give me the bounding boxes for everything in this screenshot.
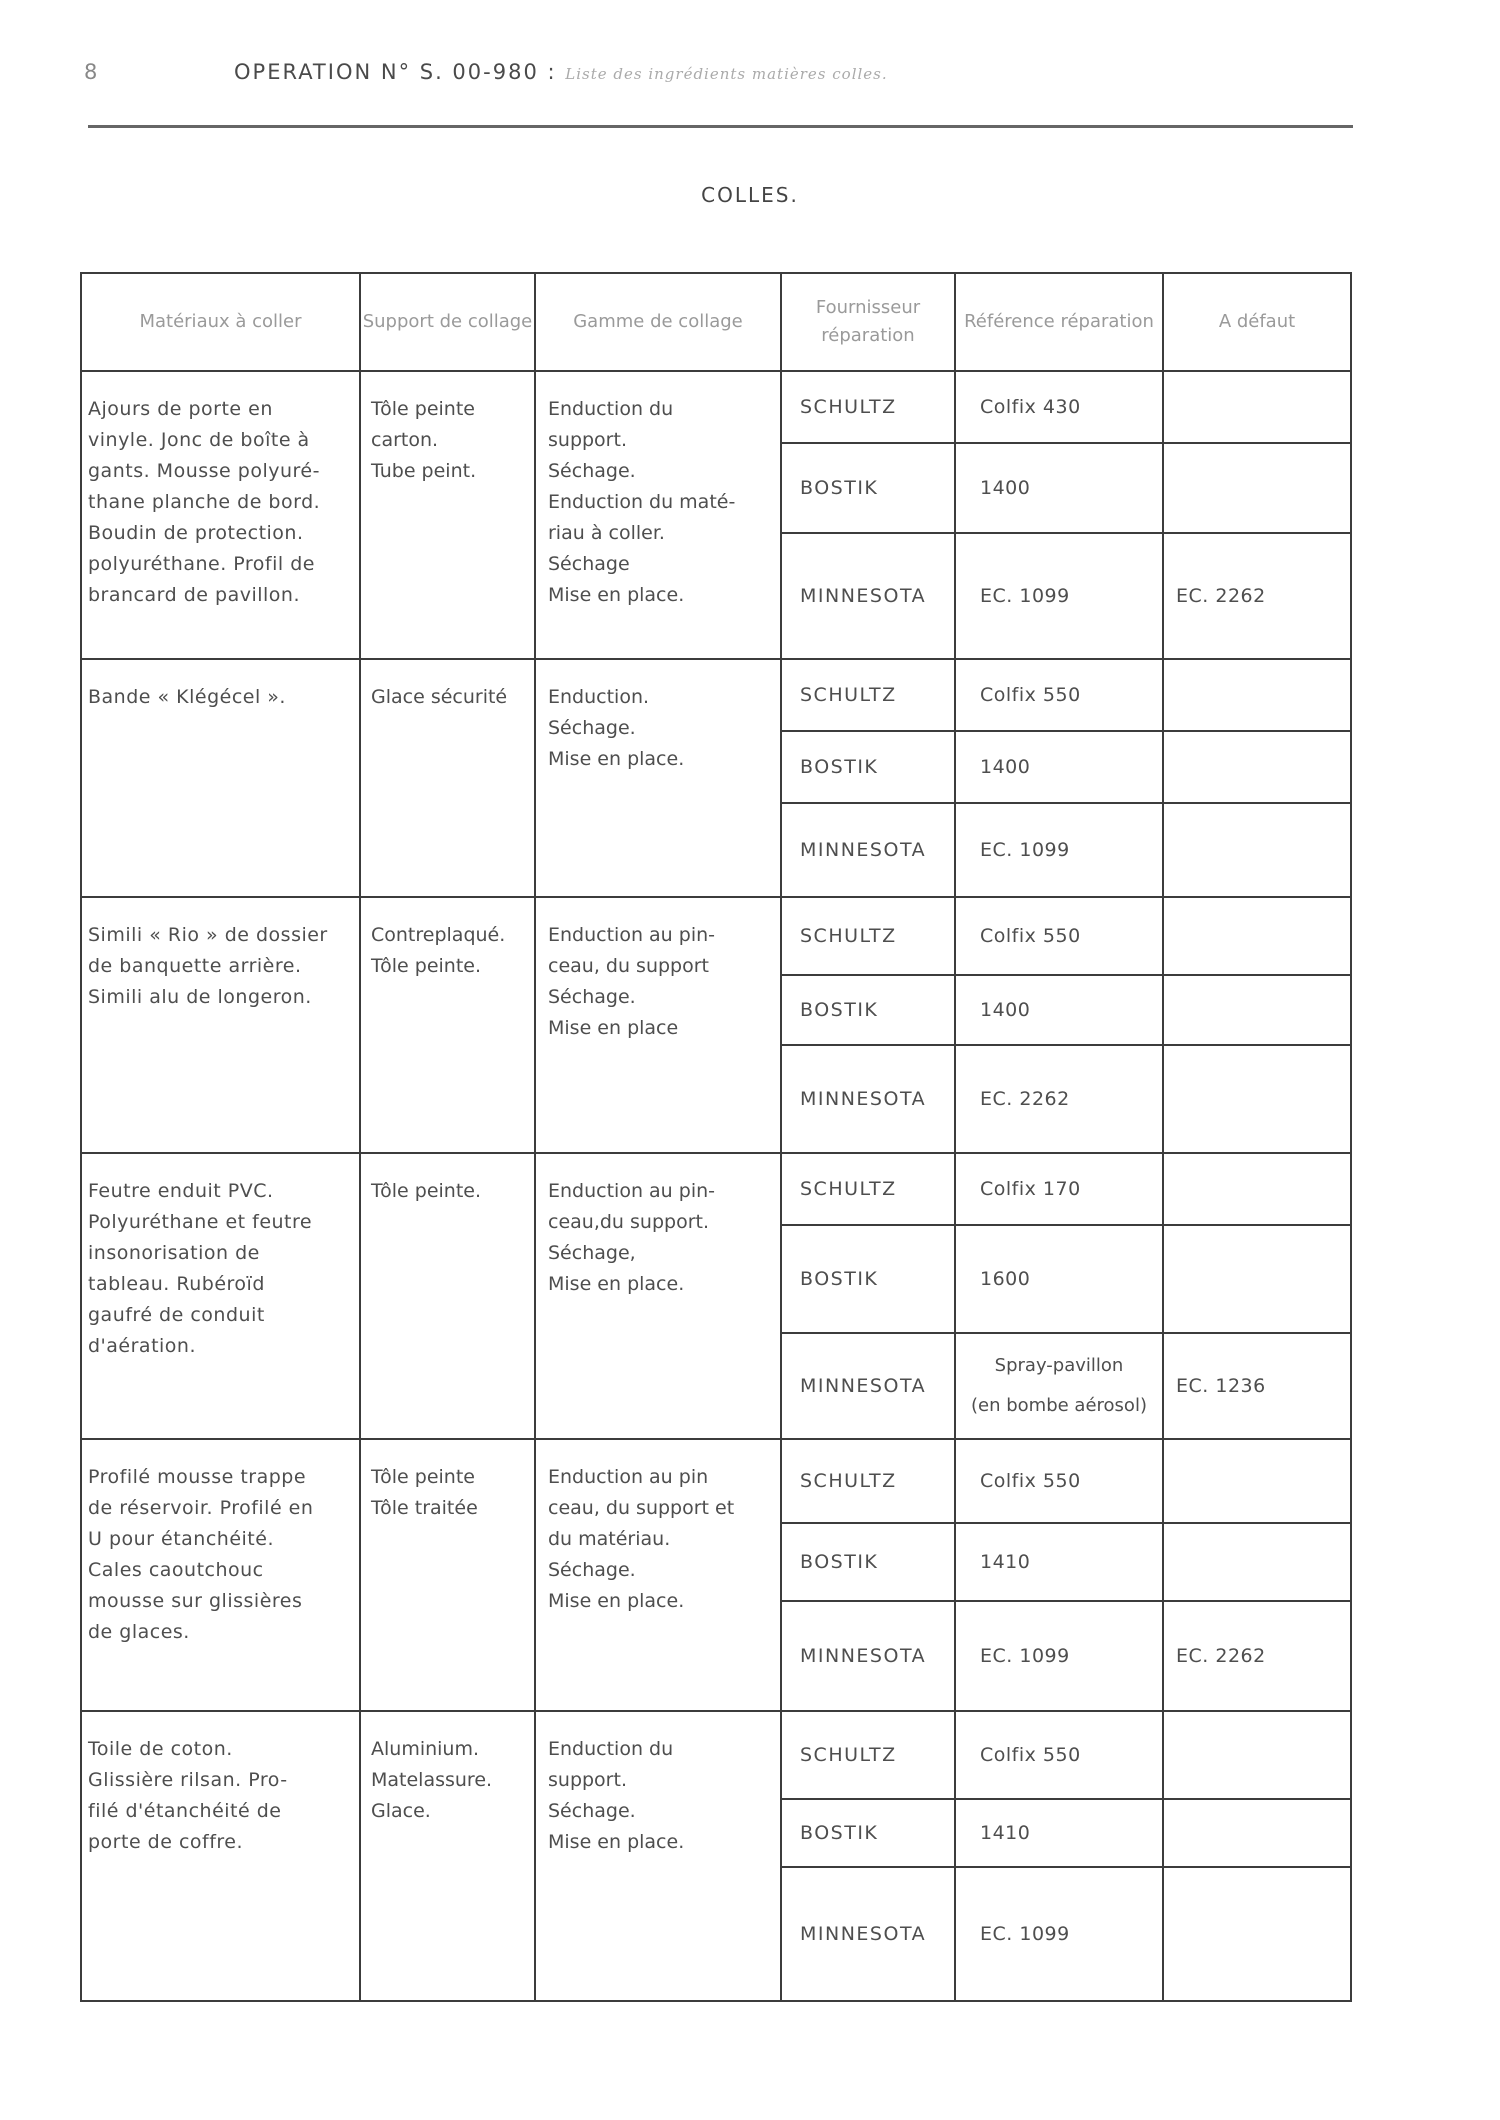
cell-defaut: EC. 2262 (1163, 533, 1351, 659)
cell-reference: EC. 2262 (955, 1045, 1163, 1153)
cell-fournisseur: BOSTIK (781, 975, 955, 1045)
cell-gamme (535, 1439, 781, 1711)
materiaux-line: insonorisation de (88, 1242, 260, 1264)
gamme-line: Séchage. (548, 460, 636, 482)
support-line: Glace. (371, 1800, 431, 1822)
support-line: Tôle peinte (371, 1466, 475, 1488)
table-row (81, 371, 1351, 443)
page-number: 8 (84, 60, 100, 84)
cell-materiaux (81, 1439, 360, 1711)
gamme-line: ceau, du support et (548, 1497, 735, 1519)
gamme-line: Mise en place. (548, 1831, 685, 1853)
cell-reference: Colfix 550 (955, 659, 1163, 731)
table-row (81, 1439, 1351, 1523)
glue-table (80, 272, 1352, 2002)
materiaux-line: vinyle. Jonc de boîte à (88, 429, 310, 451)
materiaux-line: Profilé mousse trappe (88, 1466, 307, 1488)
col-header-reference: Référence réparation (955, 273, 1163, 371)
table-row (81, 897, 1351, 975)
gamme-line: Séchage. (548, 986, 636, 1008)
cell-reference: EC. 1099 (955, 1601, 1163, 1711)
gamme-line: Séchage. (548, 717, 636, 739)
cell-defaut (1163, 803, 1351, 897)
support-line: Matelassure. (371, 1769, 493, 1791)
gamme-line: Mise en place. (548, 748, 685, 770)
cell-reference: 1400 (955, 443, 1163, 533)
materiaux-line: thane planche de bord. (88, 491, 321, 513)
cell-reference: Colfix 430 (955, 371, 1163, 443)
materiaux-line: de banquette arrière. (88, 955, 302, 977)
cell-reference: Colfix 170 (955, 1153, 1163, 1225)
materiaux-line: filé d'étanchéité de (88, 1800, 282, 1822)
cell-fournisseur: BOSTIK (781, 1799, 955, 1867)
gamme-line: Enduction au pin (548, 1466, 709, 1488)
materiaux-line: mousse sur glissières (88, 1590, 303, 1612)
cell-defaut (1163, 659, 1351, 731)
cell-support (360, 897, 535, 1153)
col-header-materiaux: Matériaux à coller (81, 273, 360, 371)
materiaux-line: d'aération. (88, 1335, 197, 1357)
cell-support (360, 1711, 535, 2001)
cell-fournisseur: BOSTIK (781, 443, 955, 533)
table-body (81, 371, 1351, 2001)
cell-defaut (1163, 1711, 1351, 1799)
cell-reference: Colfix 550 (955, 1439, 1163, 1523)
cell-fournisseur: SCHULTZ (781, 371, 955, 443)
support-line: Tôle traitée (371, 1497, 478, 1519)
materiaux-line: Simili « Rio » de dossier (88, 924, 328, 946)
cell-defaut (1163, 1153, 1351, 1225)
gamme-line: Séchage (548, 553, 630, 575)
gamme-line: Mise en place. (548, 1273, 685, 1295)
col-header-gamme: Gamme de collage (535, 273, 781, 371)
cell-materiaux (81, 659, 360, 897)
cell-reference: EC. 1099 (955, 1867, 1163, 2001)
cell-defaut (1163, 1045, 1351, 1153)
cell-fournisseur: SCHULTZ (781, 1153, 955, 1225)
cell-gamme (535, 659, 781, 897)
page-title: COLLES. (701, 183, 799, 207)
materiaux-line: Glissière rilsan. Pro- (88, 1769, 288, 1791)
cell-fournisseur: BOSTIK (781, 1523, 955, 1601)
gamme-line: ceau,du support. (548, 1211, 709, 1233)
gamme-line: Mise en place. (548, 584, 685, 606)
support-line: carton. (371, 429, 439, 451)
cell-reference: Colfix 550 (955, 1711, 1163, 1799)
gamme-line: Séchage, (548, 1242, 636, 1264)
support-line: Tôle peinte (371, 398, 475, 420)
cell-defaut (1163, 443, 1351, 533)
support-line: Contreplaqué. (371, 924, 506, 946)
cell-gamme (535, 1153, 781, 1439)
materiaux-line: tableau. Rubéroïd (88, 1273, 265, 1295)
operation-subtitle: Liste des ingrédients matières colles. (565, 65, 888, 83)
gamme-line: support. (548, 429, 627, 451)
materiaux-line: polyuréthane. Profil de (88, 553, 315, 575)
cell-fournisseur: MINNESOTA (781, 803, 955, 897)
reference-line: Spray-pavillon (994, 1355, 1124, 1376)
table-row (81, 659, 1351, 731)
gamme-line: Enduction du maté- (548, 491, 736, 513)
cell-reference: EC. 1099 (955, 533, 1163, 659)
table-row (81, 1153, 1351, 1225)
cell-fournisseur: MINNESOTA (781, 1045, 955, 1153)
cell-defaut: EC. 1236 (1163, 1333, 1351, 1439)
cell-reference: 1410 (955, 1523, 1163, 1601)
cell-reference: EC. 1099 (955, 803, 1163, 897)
materiaux-line: Cales caoutchouc (88, 1559, 264, 1581)
materiaux-line: Boudin de protection. (88, 522, 304, 544)
cell-reference (955, 1333, 1163, 1439)
gamme-line: Enduction au pin- (548, 924, 715, 946)
cell-reference: 1600 (955, 1225, 1163, 1333)
cell-defaut (1163, 1225, 1351, 1333)
cell-fournisseur: BOSTIK (781, 1225, 955, 1333)
gamme-line: support. (548, 1769, 627, 1791)
cell-reference: 1410 (955, 1799, 1163, 1867)
gamme-line: riau à coller. (548, 522, 665, 544)
header-rule (88, 125, 1353, 128)
cell-defaut (1163, 1523, 1351, 1601)
materiaux-line: de glaces. (88, 1621, 190, 1643)
cell-defaut (1163, 1867, 1351, 2001)
materiaux-line: Ajours de porte en (88, 398, 273, 420)
cell-fournisseur: MINNESOTA (781, 1867, 955, 2001)
col-header-fournisseur: Fournisseur réparation (781, 273, 955, 371)
cell-defaut (1163, 975, 1351, 1045)
cell-fournisseur: MINNESOTA (781, 533, 955, 659)
cell-support (360, 1439, 535, 1711)
gamme-line: Séchage. (548, 1559, 636, 1581)
operation-number: OPERATION N° S. 00-980 : (234, 60, 557, 84)
materiaux-line: Simili alu de longeron. (88, 986, 312, 1008)
materiaux-line: U pour étanchéité. (88, 1528, 274, 1550)
cell-defaut (1163, 1799, 1351, 1867)
cell-materiaux (81, 371, 360, 659)
gamme-line: ceau, du support (548, 955, 709, 977)
cell-fournisseur: BOSTIK (781, 731, 955, 803)
materiaux-line: Toile de coton. (88, 1738, 233, 1760)
gamme-line: Séchage. (548, 1800, 636, 1822)
cell-gamme (535, 897, 781, 1153)
support-line: Tube peint. (371, 460, 477, 482)
cell-reference: 1400 (955, 731, 1163, 803)
gamme-line: du matériau. (548, 1528, 671, 1550)
cell-reference: Colfix 550 (955, 897, 1163, 975)
cell-defaut (1163, 897, 1351, 975)
gamme-line: Enduction du (548, 1738, 674, 1760)
cell-fournisseur: SCHULTZ (781, 897, 955, 975)
operation-heading (234, 60, 888, 84)
cell-defaut: EC. 2262 (1163, 1601, 1351, 1711)
cell-gamme (535, 1711, 781, 2001)
gamme-line: Enduction du (548, 398, 674, 420)
gamme-line: Mise en place. (548, 1590, 685, 1612)
materiaux-line: gaufré de conduit (88, 1304, 265, 1326)
cell-support (360, 1153, 535, 1439)
materiaux-line: brancard de pavillon. (88, 584, 301, 606)
cell-fournisseur: MINNESOTA (781, 1333, 955, 1439)
col-header-defaut: A défaut (1163, 273, 1351, 371)
support-line: Tôle peinte. (371, 955, 482, 977)
cell-support (360, 371, 535, 659)
table-row (81, 1711, 1351, 1799)
materiaux-line: porte de coffre. (88, 1831, 244, 1853)
cell-fournisseur: SCHULTZ (781, 659, 955, 731)
materiaux-line: Bande « Klégécel ». (88, 686, 286, 708)
materiaux-line: Polyuréthane et feutre (88, 1211, 313, 1233)
support-line: Aluminium. (371, 1738, 480, 1760)
support-line: Tôle peinte. (371, 1180, 482, 1202)
cell-defaut (1163, 731, 1351, 803)
reference-line: (en bombe aérosol) (971, 1395, 1147, 1416)
gamme-line: Mise en place (548, 1017, 679, 1039)
cell-materiaux (81, 897, 360, 1153)
cell-fournisseur: SCHULTZ (781, 1711, 955, 1799)
cell-gamme (535, 371, 781, 659)
page-header (84, 52, 1354, 92)
cell-fournisseur: SCHULTZ (781, 1439, 955, 1523)
materiaux-line: Feutre enduit PVC. (88, 1180, 274, 1202)
cell-materiaux (81, 1711, 360, 2001)
table-header-row (81, 273, 1351, 371)
cell-reference: 1400 (955, 975, 1163, 1045)
cell-defaut (1163, 371, 1351, 443)
gamme-line: Enduction au pin- (548, 1180, 715, 1202)
cell-defaut (1163, 1439, 1351, 1523)
gamme-line: Enduction. (548, 686, 650, 708)
cell-materiaux (81, 1153, 360, 1439)
col-header-support: Support de collage (360, 273, 535, 371)
cell-fournisseur: MINNESOTA (781, 1601, 955, 1711)
support-line: Glace sécurité (371, 686, 508, 708)
materiaux-line: gants. Mousse polyuré- (88, 460, 320, 482)
cell-support (360, 659, 535, 897)
materiaux-line: de réservoir. Profilé en (88, 1497, 314, 1519)
